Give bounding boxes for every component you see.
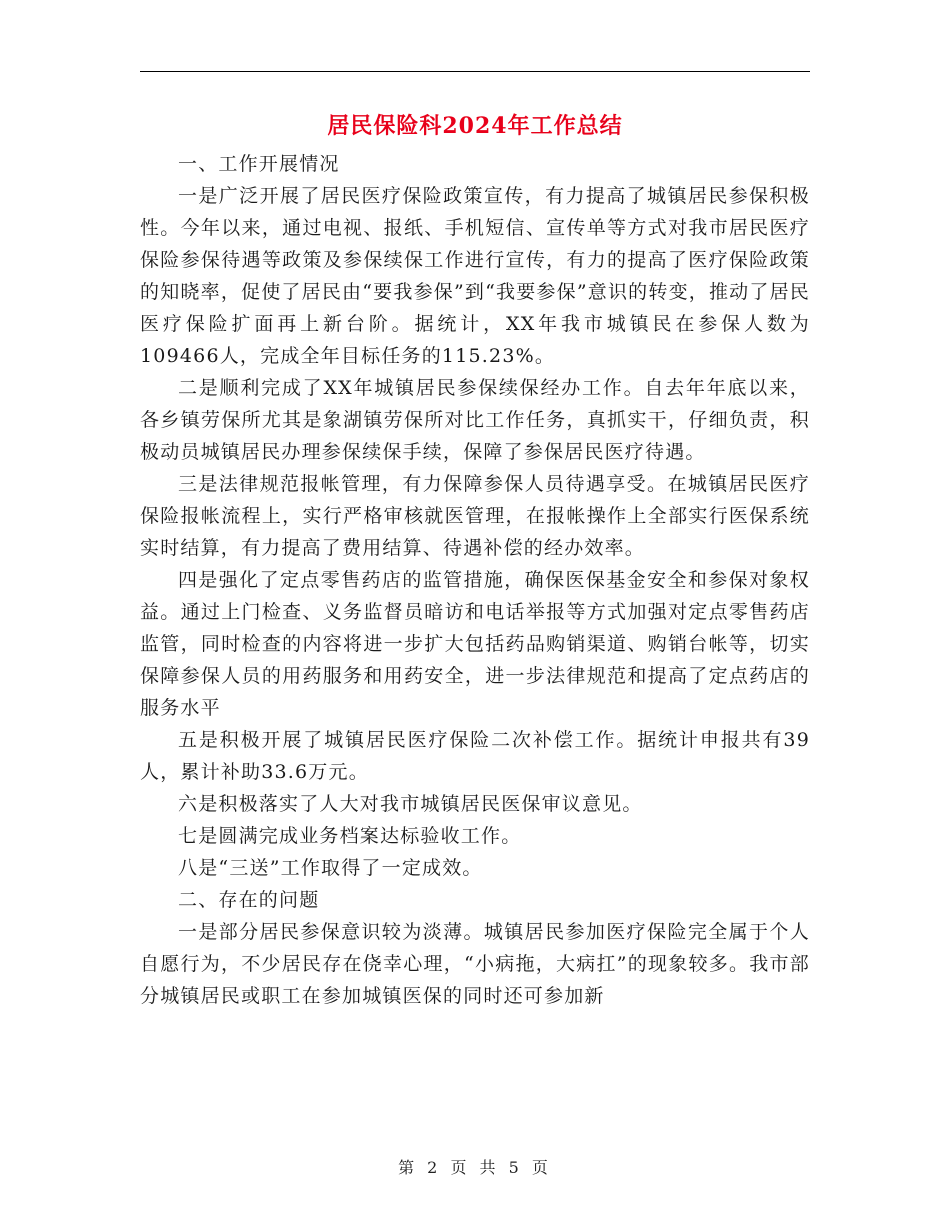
paragraph: 四是强化了定点零售药店的监管措施，确保医保基金安全和参保对象权益。通过上门检查、义务监督员暗访和电话举报等方式加强对定点零售药店监管，同时检查的内容将进一步扩大包括药品购销渠道、购销台帐等，切实保障参保人员的用药服务和用药安全，进一步法律规范和提高了定点药店的服务水平 bbox=[140, 569, 810, 719]
paragraph: 三是法律规范报帐管理，有力保障参保人员待遇享受。在城镇居民医疗保险报帐流程上，实行严格审核就医管理，在报帐操作上全部实行医保系统实时结算，有力提高了费用结算、待遇补偿的经办效率。 bbox=[140, 473, 810, 559]
paragraph: 一是广泛开展了居民医疗保险政策宣传，有力提高了城镇居民参保积极性。今年以来，通过电视、报纸、手机短信、宣传单等方式对我市居民医疗保险参保待遇等政策及参保续保工作进行宣传，有力的提高了医疗保险政策的知晓率，促使了居民由“要我参保”到“我要参保”意识的转变，推动了居民医疗保险扩面再上新台阶。据统计，XX年我市城镇民在参保人数为109466人，完成全年目标任务的115.23%。 bbox=[140, 185, 810, 367]
paragraph: 五是积极开展了城镇居民医疗保险二次补偿工作。据统计申报共有39人，累计补助33.6万元。 bbox=[140, 729, 810, 783]
paragraph: 六是积极落实了人大对我市城镇居民医保审议意见。 bbox=[178, 793, 643, 815]
section-heading: 二、存在的问题 bbox=[178, 889, 320, 911]
document-title: 居民保险科2024年工作总结 bbox=[327, 113, 623, 139]
section-heading: 一、工作开展情况 bbox=[178, 153, 340, 175]
paragraph: 二是顺利完成了XX年城镇居民参保续保经办工作。自去年年底以来，各乡镇劳保所尤其是象湖镇劳保所对比工作任务，真抓实干，仔细负责，积极动员城镇居民办理参保续保手续，保障了参保居民医疗待遇。 bbox=[140, 377, 810, 463]
header-rule bbox=[140, 71, 810, 72]
paragraph: 七是圆满完成业务档案达标验收工作。 bbox=[178, 825, 522, 847]
document-body bbox=[140, 148, 810, 1012]
paragraph: 一是部分居民参保意识较为淡薄。城镇居民参加医疗保险完全属于个人自愿行为，不少居民存在侥幸心理，“小病拖，大病扛”的现象较多。我市部分城镇居民或职工在参加城镇医保的同时还可参加新 bbox=[140, 921, 810, 1007]
page-number-footer: 第 2 页 共 5 页 bbox=[398, 1158, 552, 1177]
paragraph: 八是“三送”工作取得了一定成效。 bbox=[178, 857, 483, 879]
